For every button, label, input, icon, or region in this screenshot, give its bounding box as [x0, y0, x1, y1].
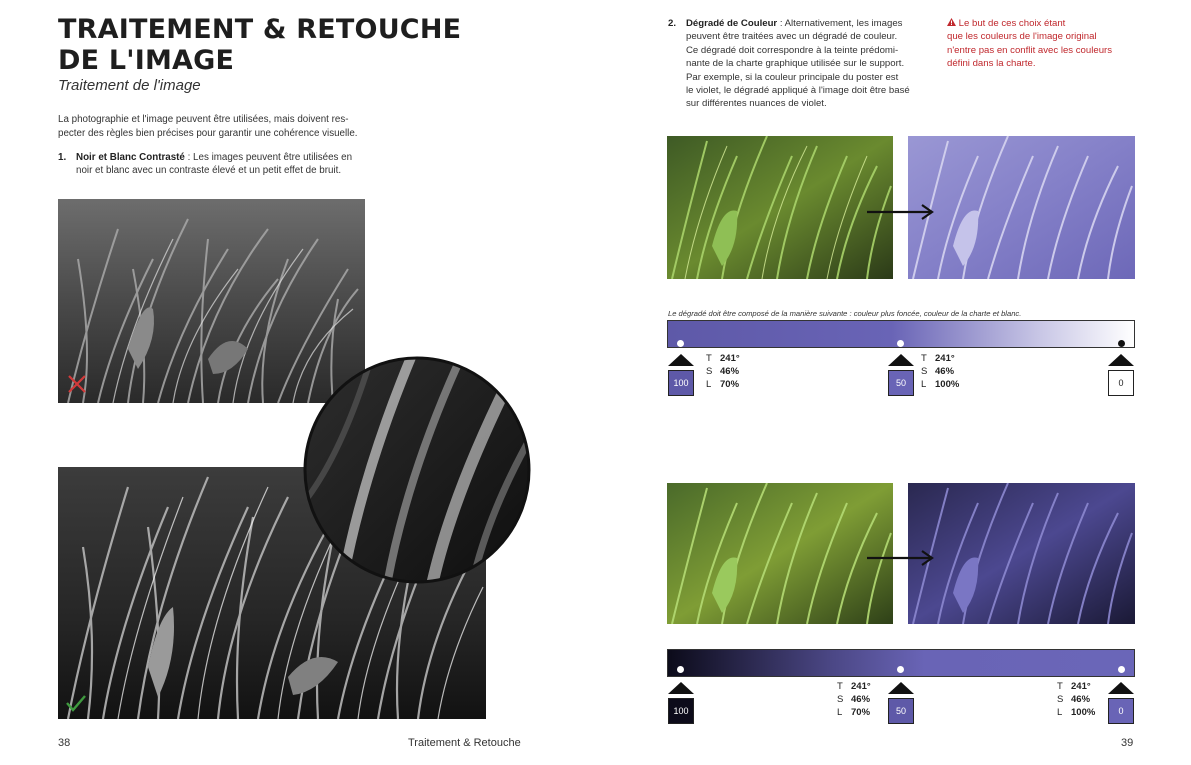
gradient-stop-dot: [897, 666, 904, 673]
item-heading: Dégradé de Couleur: [686, 18, 778, 29]
gradient-caption: Le dégradé doit être composé de la manière suivante : couleur plus foncée, couleur de la charte et blanc.: [668, 309, 1022, 318]
swatch-label: 0: [1108, 698, 1134, 724]
gradient-stop-dot: [1118, 340, 1125, 347]
item-line: nante de la charte graphique utilisée sur le support.: [686, 58, 905, 70]
gradient-stop-dot: [677, 340, 684, 347]
warning-line: que les couleurs de l'image original: [947, 31, 1097, 43]
tsl-values: [921, 352, 959, 391]
tsl-key: S: [837, 694, 844, 705]
swatch-label: 100: [668, 698, 694, 724]
gradient-stop-dot: [677, 666, 684, 673]
swatch-50: [888, 351, 914, 396]
intro-line-2: pecter des règles bien précises pour garantir une cohérence visuelle.: [58, 128, 358, 139]
item-number: 1.: [58, 152, 67, 163]
item-line: Ce dégradé doit correspondre à la teinte prédomi-: [686, 44, 899, 56]
tsl-key: S: [706, 366, 713, 377]
tsl-value: 100%: [935, 379, 960, 390]
item-text-1: : Les images peuvent être utilisées en: [184, 152, 353, 163]
tsl-value: 241°: [720, 353, 740, 364]
item-line: sur différentes nuances de violet.: [686, 98, 827, 110]
page-number-right: 39: [1121, 737, 1134, 749]
tsl-value: 241°: [851, 681, 871, 692]
title-line-1: TRAITEMENT & RETOUCHE: [58, 14, 462, 45]
page-title: [58, 14, 478, 76]
warning-line: défini dans la charte.: [947, 58, 1036, 70]
warning-note: [947, 17, 1137, 71]
tsl-key: T: [1057, 681, 1063, 692]
item-line: peuvent être traitées avec un dégradé de couleur.: [686, 31, 898, 43]
swatch-label: 100: [668, 370, 694, 396]
swatch-label: 50: [888, 370, 914, 396]
tsl-value: 46%: [1071, 694, 1091, 705]
list-item-degrade-couleur: [668, 17, 938, 111]
item-text-2: noir et blanc avec un contraste élevé et un petit effet de bruit.: [76, 165, 342, 176]
gradient-stop-dot: [1118, 666, 1125, 673]
tsl-key: L: [1057, 707, 1063, 718]
item-line: : Alternativement, les images: [777, 18, 903, 29]
tsl-value: 46%: [720, 366, 740, 377]
swatch-0: [1108, 679, 1134, 724]
swatch-50: [888, 679, 914, 724]
cross-icon: [66, 373, 88, 399]
tsl-key: L: [837, 707, 843, 718]
tsl-values: [1057, 680, 1095, 719]
tsl-value: 100%: [1071, 707, 1096, 718]
item-number: 2.: [668, 18, 677, 29]
tsl-value: 70%: [720, 379, 740, 390]
tsl-values: [837, 680, 871, 719]
tsl-value: 241°: [1071, 681, 1091, 692]
title-line-2: DE L'IMAGE: [58, 45, 235, 76]
color-photo-original-1: [667, 136, 893, 279]
arrow-right-icon: [866, 550, 936, 570]
tsl-key: T: [921, 353, 927, 364]
tsl-key: T: [837, 681, 843, 692]
item-heading: Noir et Blanc Contrasté: [76, 152, 185, 163]
tsl-key: L: [706, 379, 712, 390]
swatch-0: [1108, 351, 1134, 396]
swatch-100: [668, 679, 694, 724]
swatch-100: [668, 351, 694, 396]
intro-paragraph: [58, 113, 370, 141]
warning-line: Le but de ces choix étant: [956, 18, 1066, 29]
zoom-detail-circle: [302, 355, 532, 585]
gradient-stop-dot: [897, 340, 904, 347]
tsl-key: S: [921, 366, 928, 377]
footer-section-title: Traitement & Retouche: [408, 737, 521, 749]
item-line: Par exemple, si la couleur principale du poster est: [686, 71, 899, 83]
color-photo-tinted-1: [908, 136, 1135, 279]
tsl-value: 241°: [935, 353, 955, 364]
intro-line-1: La photographie et l'image peuvent être utilisées, mais doivent res-: [58, 114, 349, 125]
page-number-left: 38: [58, 737, 71, 749]
tsl-value: 46%: [851, 694, 871, 705]
arrow-right-icon: [866, 204, 936, 224]
warning-icon: [947, 18, 956, 29]
swatch-label: 0: [1108, 370, 1134, 396]
item-line: le violet, le dégradé appliqué à l'image doit être basé: [686, 85, 910, 97]
swatch-label: 50: [888, 698, 914, 724]
tsl-key: T: [706, 353, 712, 364]
color-photo-tinted-2: [908, 483, 1135, 624]
tsl-key: L: [921, 379, 927, 390]
tsl-value: 46%: [935, 366, 955, 377]
tsl-key: S: [1057, 694, 1064, 705]
color-photo-original-2: [667, 483, 893, 624]
warning-line: n'entre pas en conflit avec les couleurs: [947, 44, 1113, 56]
check-icon: [64, 693, 88, 717]
tsl-values: [706, 352, 740, 391]
page-subtitle: Traitement de l'image: [58, 77, 201, 94]
list-item-noir-et-blanc: [58, 151, 370, 177]
tsl-value: 70%: [851, 707, 871, 718]
